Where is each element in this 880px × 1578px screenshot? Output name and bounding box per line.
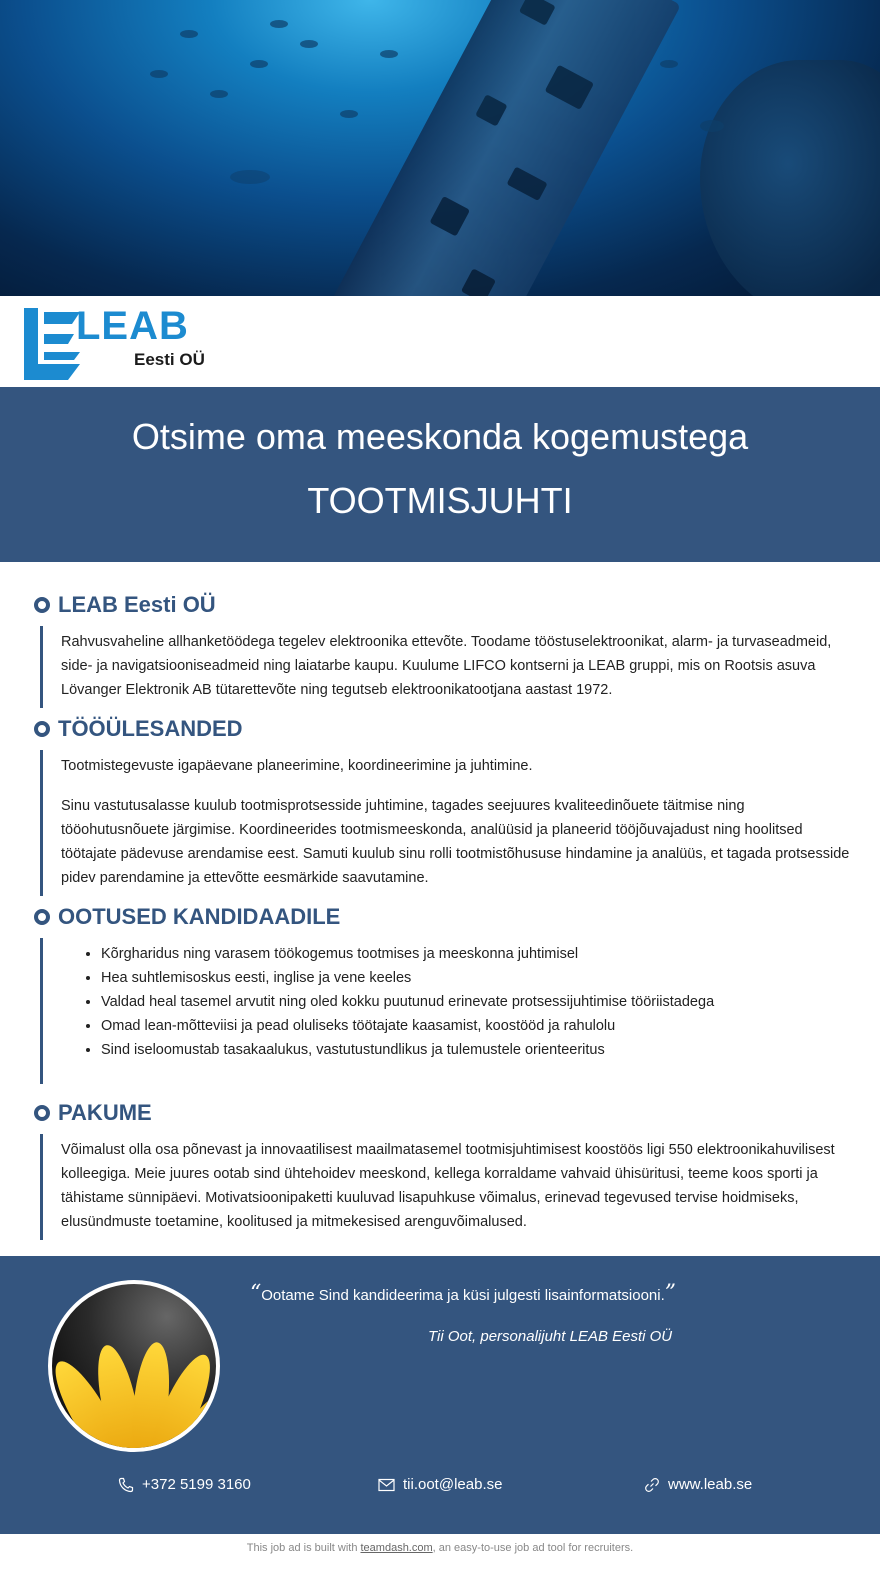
- circle-bullet-icon: [34, 1105, 50, 1121]
- avatar: [48, 1280, 220, 1452]
- section-about: [34, 590, 850, 708]
- credit-text-before: This job ad is built with: [246, 1542, 361, 1554]
- quote-close-icon: ”: [664, 1281, 677, 1306]
- job-title: TOOTMISJUHTI: [307, 480, 573, 521]
- recruiter-quote: [250, 1282, 810, 1308]
- section-title: PAKUME: [58, 1100, 152, 1125]
- company-logo: [24, 304, 224, 380]
- tasks-paragraph-1: Tootmistegevuste igapäevane planeerimine, koordineerimine ja juhtimine.: [61, 758, 533, 774]
- offer-text: Võimalust olla osa põnevast ja innovaatilisest maailmatasemel tootmisjuhtimisest koostöös ligi 550 elektroonikahuvilisest kolleegiga. Meie juures ootab sind ühtehoidev meeskond, kellega korraldame vahvaid ühisüritusi, teeme koos sporti ja tähistame sünnipäevi. Motivatsioonipaketti kuuluvad lisapuhkuse võimalus, erinevad tegevused tervise hoidmiseks, elusündmuste toetamine, koolitused ja mitmekesised arenguvõimalused.: [61, 1142, 835, 1230]
- circle-bullet-icon: [34, 597, 50, 613]
- tasks-paragraph-2: Sinu vastutusalasse kuulub tootmisprotsesside juhtimine, tagades seejuures kvaliteedinõuete täitmise ning tööohutusnõuete järgimise. Koordineerides tootmismeeskonda, analüüsid ja planeerid tööjõuvajadust ning hoolitsed töötajate pädevuse arendamise eest. Samuti kuulub sinu rolli tootmistõhususe hindamine ja analüüs, et tagada protsesside pidev parendamine ja ettevõtte eesmärkide saavutamine.: [61, 798, 850, 886]
- email-address: tii.oot@leab.se: [403, 1476, 503, 1493]
- quote-author: Tii Oot, personalijuht LEAB Eesti OÜ: [428, 1328, 673, 1345]
- contact-footer: [0, 1256, 880, 1534]
- expectations-list: [61, 942, 850, 1062]
- credit-line: [0, 1542, 880, 1554]
- phone-icon: [118, 1477, 134, 1493]
- hero-circuit-board: [329, 0, 681, 296]
- section-offer: [34, 1098, 850, 1240]
- contact-website[interactable]: [644, 1476, 752, 1493]
- quote-open-icon: “: [250, 1281, 262, 1306]
- list-item: • Hea suhtlemisoskus eesti, inglise ja vene keeles: [101, 966, 850, 990]
- section-title: TÖÖÜLESANDED: [58, 716, 243, 741]
- envelope-icon: [378, 1478, 395, 1492]
- section-title: LEAB Eesti OÜ: [58, 592, 216, 617]
- logo-bar: [0, 296, 880, 387]
- logo-wordmark: LEAB: [76, 304, 189, 348]
- list-item: • Kõrgharidus ning varasem töökogemus tootmises ja meeskonna juhtimisel: [101, 942, 850, 966]
- about-text: Rahvusvaheline allhanketöödega tegelev elektroonika ettevõte. Toodame tööstuselektroonikat, alarm- ja turvaseadmeid, side- ja navigatsiooniseadmeid ning laiatarbe kaupu. Kuulume LIFCO kontserni ja LEAB gruppi, mis on Rootsis asuva Lövanger Elektronik AB tütarettevõte ning tegutseb elektroonikatootjana aastast 1972.: [61, 634, 832, 698]
- website-url: www.leab.se: [668, 1476, 753, 1493]
- logo-subtitle: Eesti OÜ: [134, 350, 205, 369]
- teamdash-link[interactable]: teamdash.com: [360, 1542, 433, 1554]
- headline-banner: [0, 387, 880, 562]
- section-expectations: [34, 902, 850, 1084]
- job-content: [0, 562, 880, 1240]
- leab-logo-icon: [24, 308, 80, 380]
- list-item: • Sind iseloomustab tasakaalukus, vastutustundlikus ja tulemustele orienteeritus: [101, 1038, 850, 1062]
- contact-phone[interactable]: [118, 1476, 251, 1493]
- list-item: • Valdad heal tasemel arvutit ning oled kokku puutunud erinevate protsessijuhtimise tööriistadega: [101, 990, 850, 1014]
- hero-rock-shape: [700, 60, 880, 296]
- list-item: • Omad lean-mõtteviisi ja pead oluliseks töötajate kaasamist, koostööd ja rahulolu: [101, 1014, 850, 1038]
- headline-line-1: Otsime oma meeskonda kogemustega: [131, 416, 749, 457]
- section-tasks: [34, 714, 850, 896]
- circle-bullet-icon: [34, 909, 50, 925]
- hero-image: [0, 0, 880, 296]
- phone-number: +372 5199 3160: [142, 1476, 251, 1493]
- contact-email[interactable]: [378, 1476, 502, 1493]
- circle-bullet-icon: [34, 721, 50, 737]
- section-title: OOTUSED KANDIDAADILE: [58, 904, 341, 929]
- quote-text: Ootame Sind kandideerima ja küsi julgesti lisainformatsiooni.: [261, 1287, 665, 1304]
- credit-text-after: , an easy-to-use job ad tool for recruiters.: [432, 1542, 634, 1554]
- link-icon: [644, 1477, 660, 1493]
